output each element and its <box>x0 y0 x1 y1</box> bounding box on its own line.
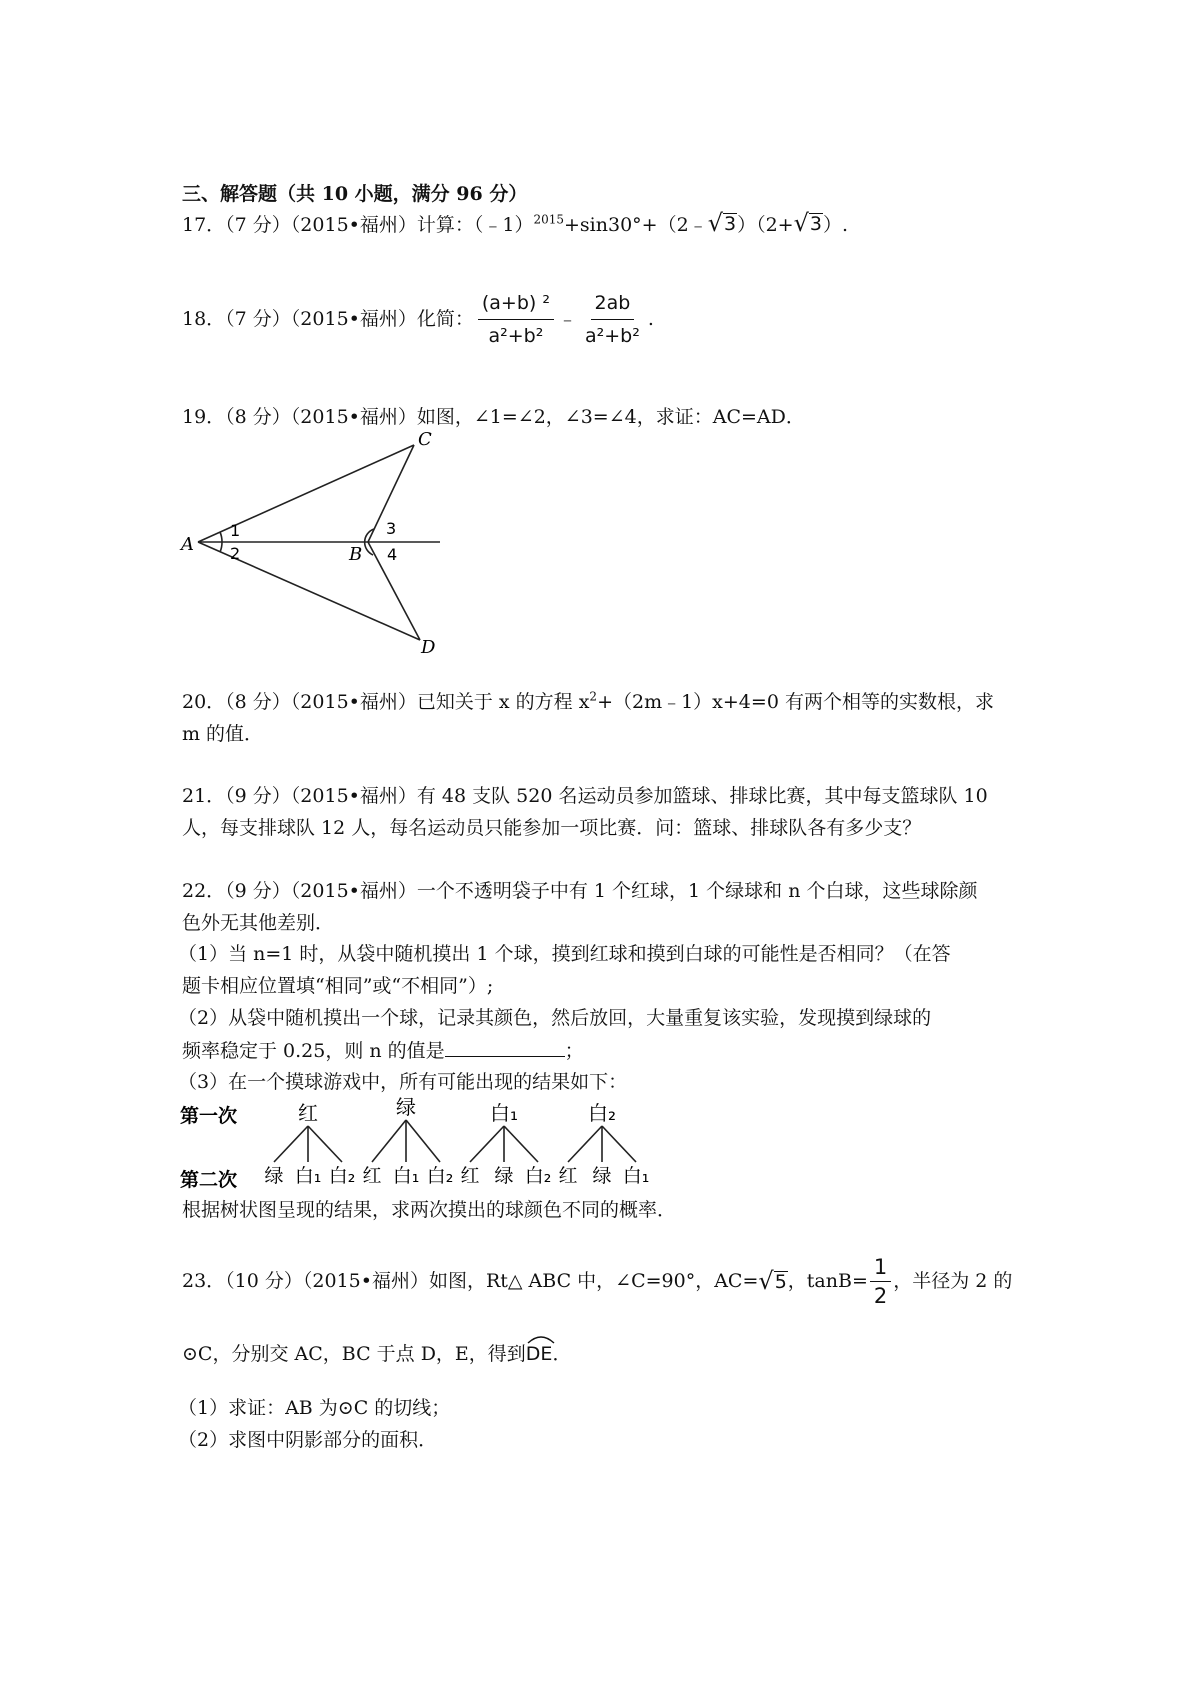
question-22-line-1: 22．（9 分）（2015•福州）一个不透明袋子中有 1 个红球，1 个绿球和 n 个白球，这些球除颜 <box>182 880 978 902</box>
q22-part-2-line-2 <box>182 1038 584 1063</box>
label-a: A <box>181 534 194 555</box>
q22-part-2-line-1: （2）从袋中随机摸出一个球，记录其颜色，然后放回，大量重复该实验，发现摸到绿球的 <box>178 1007 932 1029</box>
tree-child-2-2: 白₁ <box>392 1165 420 1187</box>
tree-edge-1-3 <box>308 1126 342 1162</box>
question-19: 19．（8 分）（2015•福州）如图，∠1=∠2，∠3=∠4，求证：AC=AD． <box>182 406 805 428</box>
q23-text-d: ⊙C，分别交 AC，BC 于点 D，E，得到 <box>182 1343 526 1365</box>
question-18 <box>182 288 654 350</box>
tree-child-2-1: 红 <box>362 1165 382 1187</box>
question-23-line-2 <box>182 1342 571 1366</box>
q22-part-2-end: ； <box>564 1040 584 1062</box>
sqrt-3-a: √ 3 <box>707 209 737 237</box>
tree-child-3-3: 白₂ <box>524 1165 552 1187</box>
q23-part-2: （2）求图中阴影部分的面积． <box>178 1429 438 1451</box>
q22-part-3-line-2: 根据树状图呈现的结果，求两次摸出的球颜色不同的概率． <box>182 1199 677 1221</box>
question-21-line-2: 人，每支排球队 12 人，每名运动员只能参加一项比赛．问：篮球、排球队各有多少支？ <box>182 817 922 839</box>
question-20-line-2: m 的值． <box>182 723 264 745</box>
question-21-line-1: 21．（9 分）（2015•福州）有 48 支队 520 名运动员参加篮球、排球比赛，其中每支篮球队 10 <box>182 785 988 807</box>
q17-middle: +sin30°+（2﹣ <box>564 214 708 236</box>
q23-part-1: （1）求证：AB 为⊙C 的切线； <box>178 1397 451 1419</box>
q20-text-b: +（2m﹣1）x+4=0 有两个相等的实数根，求 <box>597 691 994 713</box>
q18-fraction-2: $\frac{2ab}{\text{a²+b²}}$ <box>585 291 640 347</box>
tree-child-4-2: 绿 <box>592 1165 612 1187</box>
tree-child-1-1: 绿 <box>264 1165 284 1187</box>
tree-edge-1-1 <box>274 1126 308 1162</box>
tree-edge-3-1 <box>470 1126 504 1162</box>
tree-edge-2-3 <box>406 1120 440 1162</box>
q18-end: . <box>647 308 654 330</box>
label-4: 4 <box>387 545 398 564</box>
q22-part-2-text: 频率稳定于 0.25，则 n 的值是 <box>182 1040 445 1062</box>
label-d: D <box>421 637 436 658</box>
tree-child-4-3: 白₁ <box>622 1165 650 1187</box>
tree-branches <box>264 1095 649 1187</box>
tree-root-4: 白₂ <box>587 1101 617 1125</box>
tree-diagram <box>178 1094 718 1194</box>
tan-b-fraction: $\frac{1}{2}$ <box>870 1256 891 1307</box>
q18-fraction-1: $\frac{\text{(a+b) ²}}{\text{a²+b²}}$ <box>478 290 554 349</box>
q18-minus: ﹣ <box>557 308 577 330</box>
tree-root-3: 白₁ <box>489 1101 519 1125</box>
section-header: 三、解答题（共 10 小题，满分 96 分） <box>182 183 528 205</box>
tree-child-1-2: 白₁ <box>294 1165 322 1187</box>
question-23-line-1 <box>182 1254 1012 1308</box>
q22-part-1-line-1: （1）当 n=1 时，从袋中随机摸出 1 个球，摸到红球和摸到白球的可能性是否相同？（在答 <box>178 943 951 965</box>
tree-child-2-3: 白₂ <box>426 1165 454 1187</box>
angle-1-arc <box>220 532 222 542</box>
question-17 <box>182 209 849 237</box>
tree-row-label-first: 第一次 <box>180 1105 238 1127</box>
sqrt-5: √ 5 <box>758 1267 787 1295</box>
q22-part-1-line-2: 题卡相应位置填“相同”或“不相同”）; <box>182 975 494 997</box>
q17-prefix: 17．（7 分）（2015•福州）计算：（﹣1） <box>182 214 534 236</box>
label-2: 2 <box>230 544 241 563</box>
q17-between: ）（2+ <box>737 214 794 236</box>
question-20-line-1 <box>182 690 994 714</box>
tree-edge-4-3 <box>602 1126 636 1162</box>
q23-text-e: ． <box>552 1343 572 1365</box>
sqrt-3-b: √ 3 <box>793 209 822 237</box>
tree-root-2: 绿 <box>396 1095 416 1119</box>
angle-2-arc <box>220 542 222 552</box>
tree-edge-2-1 <box>372 1120 406 1162</box>
tree-child-3-2: 绿 <box>494 1165 514 1187</box>
label-3: 3 <box>386 519 397 538</box>
q19-figure <box>178 428 448 658</box>
tree-edge-4-1 <box>568 1126 602 1162</box>
label-1: 1 <box>230 521 241 540</box>
q17-exponent: 2015 <box>533 212 565 227</box>
answer-blank <box>445 1038 565 1057</box>
tree-child-1-3: 白₂ <box>328 1165 356 1187</box>
tree-child-4-1: 红 <box>558 1165 578 1187</box>
tree-row-label-second: 第二次 <box>180 1169 238 1191</box>
q23-text-a: 23．（10 分）（2015•福州）如图，Rt△ ABC 中，∠C=90°，AC= <box>182 1270 759 1292</box>
q20-exponent: 2 <box>589 689 598 704</box>
q18-prefix: 18．（7 分）（2015•福州）化简： <box>182 308 474 330</box>
tree-root-1: 红 <box>298 1101 318 1125</box>
q23-text-c: ，半径为 2 的 <box>893 1270 1013 1292</box>
question-22-line-2: 色外无其他差别． <box>182 912 335 934</box>
tree-child-3-1: 红 <box>460 1165 480 1187</box>
q17-end: ）. <box>822 214 849 236</box>
q20-text-a: 20．（8 分）（2015•福州）已知关于 x 的方程 x <box>182 691 590 713</box>
arc-de: DE <box>526 1342 553 1366</box>
tree-edge-3-3 <box>504 1126 538 1162</box>
label-c: C <box>418 429 432 450</box>
q23-text-b: ，tanB= <box>787 1270 868 1292</box>
label-b: B <box>349 544 363 565</box>
q22-part-3-line-1: （3）在一个摸球游戏中，所有可能出现的结果如下： <box>178 1071 628 1093</box>
